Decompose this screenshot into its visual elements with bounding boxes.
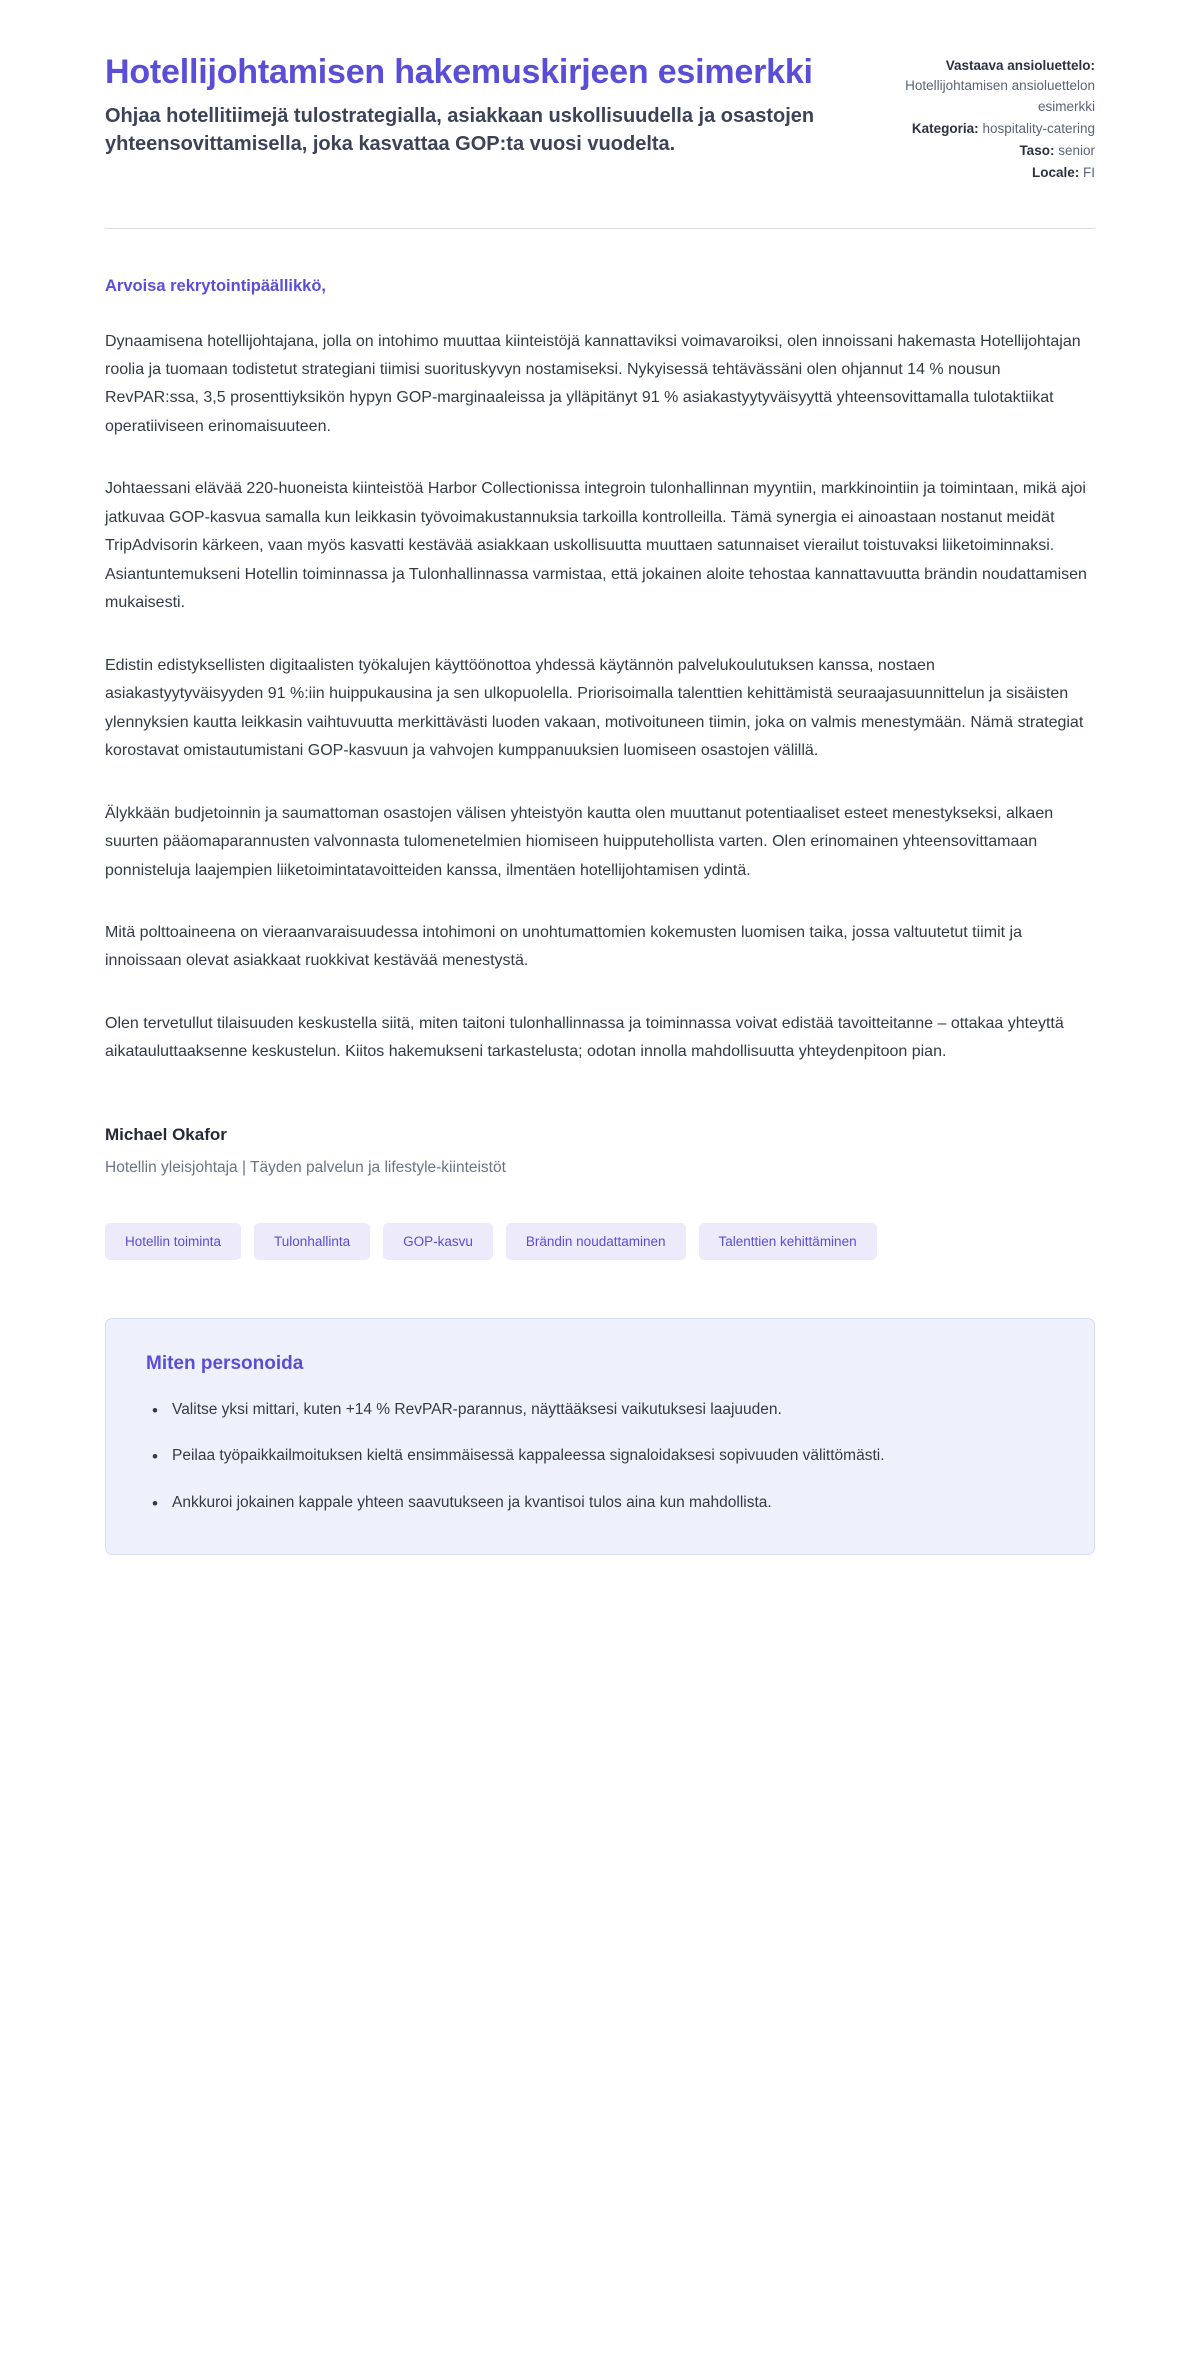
tag-list [105,1223,1095,1260]
meta-level [885,141,1095,161]
document-header [105,52,1095,186]
callout-list-item: • Valitse yksi mittari, kuten +14 % RevPAR-parannus, näyttääksesi vaikutuksesi laajuuden. [146,1397,1054,1423]
cover-letter-body [105,277,1095,1177]
meta-category-value: hospitality-catering [982,120,1095,136]
tag-item[interactable]: GOP-kasvu [383,1223,493,1260]
meta-matching-resume-value: Hotellijohtamisen ansioluettelon esimerkki [905,78,1095,114]
meta-locale-value: FI [1083,165,1095,181]
tag-item[interactable]: Brändin noudattaminen [506,1223,686,1260]
letter-paragraph: Johtaessani elävää 220-huoneista kiinteistöä Harbor Collectionissa integroin tulonhallinnan myyntiin, markkinointiin ja toimintaan, mikä ajoi jatkuvaa GOP-kasvua samalla kun leikkasin työvoimakustannuksia tarkoilla kontrolleilla. Tämä synergia ei ainoastaan nostanut meidät TripAdvisorin kärkeen, vaan myös kasvatti kestävää asiakkaan uskollisuutta muuttaen satunnaiset vierailut toistuvaksi liiketoiminnaksi. Asiantuntemukseni Hotellin toiminnassa ja Tulonhallinnassa varmistaa, että jokainen aloite tehostaa kannattavuutta brändin noudattamisen mukaisesti. [105,480,1087,612]
page-subtitle: Ohjaa hotellitiimejä tulostrategialla, asiakkaan uskollisuudella ja osastojen yhteensovittamisella, joka kasvattaa GOP:ta vuosi vuodelta. [105,105,815,156]
meta-matching-resume [885,56,1095,117]
tag-item[interactable]: Tulonhallinta [254,1223,370,1260]
tag-item[interactable]: Hotellin toiminta [105,1223,241,1260]
letter-paragraph: Edistin edistyksellisten digitaalisten työkalujen käyttöönottoa yhdessä käytännön palvelukoulutuksen kanssa, nostaen asiakastyytyväisyyden 91 %:iin huippukausina ja sen ulkopuolella. Priorisoimalla talenttien kehittämistä seuraajasuunnittelun ja sisäisten ylennyksien kautta leikkasin vaihtuvuutta merkittävästi luoden vakaan, motivoituneen tiimin, joka on valmis menestymään. Nämä strategiat korostavat omistautumistani GOP-kasvuun ja vahvojen kumppanuuksien luomiseen osastojen välillä. [105,656,1084,760]
header-title-block [105,52,835,159]
meta-category-label: Kategoria: [911,120,979,136]
letter-paragraph: Dynaamisena hotellijohtajana, jolla on intohimo muuttaa kiinteistöjä kannattaviksi voimavaroiksi, olen innoissani hakemasta Hotellijohtajan roolia ja tuomaan todistetut strategiani tiimisi suorituskyvyn nostamiseksi. Nykyisessä tehtävässäni olen ohjannut 14 % nousun RevPAR:ssa, 3,5 prosenttiyksikön hypyn GOP-marginaaleissa ja ylläpitänyt 91 % asiakastyytyväisyyttä yhteensovittamalla tulotaktiikat operatiiviseen erinomaisuuteen. [105,332,1081,435]
callout-list [146,1397,1054,1516]
letter-paragraph: Älykkään budjetoinnin ja saumattoman osastojen välisen yhteistyön kautta olen muuttanut potentiaaliset esteet menestykseksi, alkaen suurten pääomaparannusten valvonnasta tulomenetelmien hiomiseen huipputehollista varten. Olen erinomainen yhteensovittamaan ponnisteluja laajempien liiketoimintatavoitteiden kanssa, ilmentäen hotellijohtamisen ydintä. [105,804,1054,879]
letter-paragraph: Olen tervetullut tilaisuuden keskustella siitä, miten taitoni tulonhallinnassa ja toiminnassa voivat edistää tavoitteitanne – ottakaa yhteyttä aikatauluttaaksenne keskustelun. Kiitos hakemukseni tarkastelusta; odotan innolla mahdollisuutta yhteydenpitoon pian. [105,1014,1064,1061]
meta-level-value: senior [1058,143,1095,158]
meta-locale [885,163,1095,183]
page-title: Hotellijohtamisen hakemuskirjeen esimerkki [105,53,813,91]
signature-role: Hotellin yleisjohtaja | Täyden palvelun ja lifestyle-kiinteistöt [105,1158,506,1176]
meta-level-label: Taso: [1019,143,1055,158]
meta-matching-resume-label: Vastaava ansioluettelo: [945,58,1095,73]
tag-item[interactable]: Talenttien kehittäminen [699,1223,877,1260]
salutation: Arvoisa rekrytointipäällikkö, [105,276,327,295]
document-meta [885,52,1095,186]
header-divider [105,228,1095,229]
meta-locale-label: Locale: [1031,165,1080,181]
letter-paragraph: Mitä polttoaineena on vieraanvaraisuudessa intohimoni on unohtumattomien kokemusten luomisen taika, jossa valtuutetut tiimit ja innoissaan olevat asiakkaat ruokkivat kestävää menestystä. [105,924,1022,970]
callout-list-item: • Peilaa työpaikkailmoituksen kieltä ensimmäisessä kappaleessa signaloidaksesi sopivuuden välittömästi. [146,1443,1054,1469]
meta-category [885,119,1095,139]
signature-name: Michael Okafor [105,1124,227,1144]
callout-title: Miten personoida [146,1352,304,1374]
personalization-callout [105,1318,1095,1555]
callout-list-item: • Ankkuroi jokainen kappale yhteen saavutukseen ja kvantisoi tulos aina kun mahdollista. [146,1490,1054,1516]
signature-block [105,1125,1095,1177]
